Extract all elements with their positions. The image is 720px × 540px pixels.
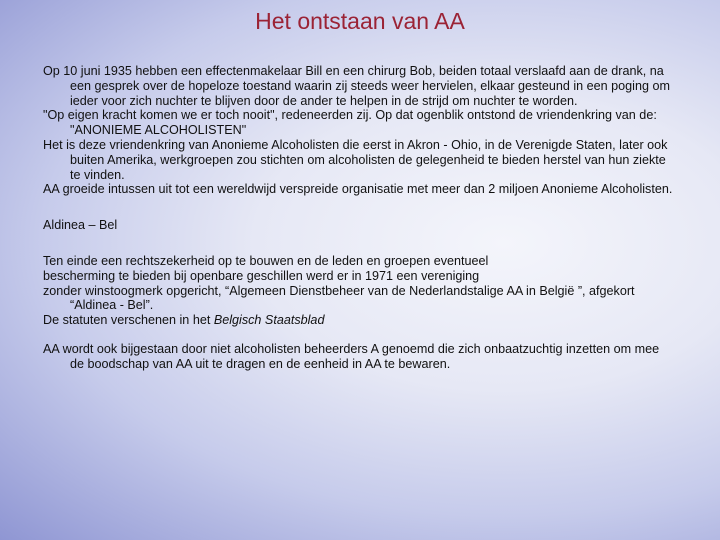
- aldinea-line-1: Ten einde een rechtszekerheid op te bouwen en de leden en groepen eventueel: [43, 253, 489, 268]
- aldinea-line-2: bescherming te bieden bij openbare geschillen werd er in 1971 een vereniging: [43, 268, 480, 283]
- slide-title: Het ontstaan van AA: [255, 8, 465, 34]
- aldinea-line-3: zonder winstoogmerk opgericht, “Algemeen Dienstbeheer van de Nederlandstalige AA in België ”, afgekort “Aldinea - Bel”.: [43, 283, 635, 313]
- staatsblad-italic: Belgisch Staatsblad: [213, 313, 325, 328]
- paragraph-closing: AA wordt ook bijgestaan door niet alcoholisten beheerders A genoemd die zich onbaatzuchtig inzetten om mee de boodschap van AA uit te dragen en de eenheid in AA te bewaren.: [43, 341, 660, 371]
- paragraph-quote: "Op eigen kracht komen we er toch nooit", redeneerden zij. Op dat ogenblik ontstond de vriendenkring van de: "ANONIEME ALCOHOLISTEN": [43, 108, 657, 138]
- paragraph-growth: AA groeide intussen uit tot een wereldwijd verspreide organisatie met meer dan 2 miljoen Anonieme Alcoholisten.: [43, 182, 673, 197]
- slide-body: [43, 64, 673, 372]
- section-heading-aldinea: Aldinea – Bel: [43, 218, 118, 233]
- statuten-text: De statuten verschenen in het: [43, 313, 214, 328]
- paragraph-founding: Op 10 juni 1935 hebben een effectenmakelaar Bill en een chirurg Bob, beiden totaal verslaafd aan de drank, na een gesprek over de hopeloze toestand waarin zij steeds weer hervielen, elkaar gesteund in een poging om ieder voor zich nuchter te blijven door de ander te helpen in de strijd om nuchter te worden.: [43, 64, 670, 108]
- paragraph-akron: Het is deze vriendenkring van Anonieme Alcoholisten die eerst in Akron - Ohio, in de Verenigde Staten, later ook buiten Amerika, werkgroepen zou stichten om alcoholisten de gelegenheid te bieden herstel van hun ziekte te vinden.: [43, 137, 668, 182]
- aldinea-line-4: [43, 313, 673, 328]
